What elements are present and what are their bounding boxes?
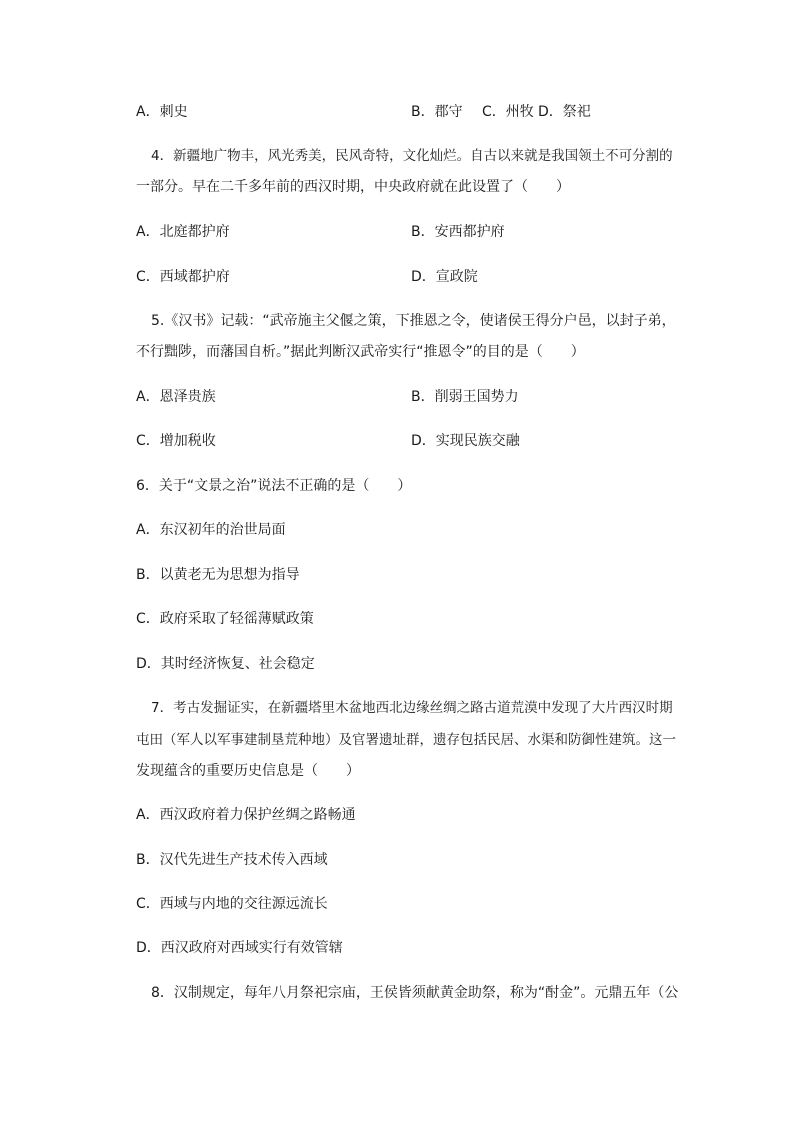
q6-option-a: A．东汉初年的治世局面 (136, 522, 286, 538)
q5-option-c: C．增加税收 (136, 433, 216, 449)
q6-option-d: D．其时经济恢复、社会稳定 (136, 656, 315, 672)
q6-stem: 6．关于“文景之治”说法不正确的是（ ） (136, 478, 412, 494)
q3-option-d: D．祭祀 (538, 104, 591, 120)
q5-option-d: D．实现民族交融 (411, 433, 520, 449)
q3-option-a: A．刺史 (136, 104, 188, 120)
q4-option-d: D．宣政院 (411, 269, 478, 285)
q4-stem-line-2: 一部分。早在二千多年前的西汉时期，中央政府就在此设置了（ ） (136, 179, 570, 195)
q7-stem-line-2: 屯田（军人以军事建制垦荒种地）及官署遗址群，遗存包括民居、水渠和防御性建筑。这一 (136, 732, 676, 748)
q7-option-b: B．汉代先进生产技术传入西域 (136, 852, 328, 868)
q6-option-b: B．以黄老无为思想为指导 (136, 567, 300, 583)
q7-stem-line-1: 7．考古发掘证实，在新疆塔里木盆地西北边缘丝绸之路古道荒漠中发现了大片西汉时期 (151, 700, 673, 716)
q4-option-b: B．安西都护府 (411, 224, 505, 240)
q4-option-a: A．北庭都护府 (136, 224, 230, 240)
q7-stem-line-3: 发现蕴含的重要历史信息是（ ） (136, 763, 360, 779)
q3-option-c: C．州牧 (482, 104, 534, 120)
q5-option-b: B．削弱王国势力 (411, 389, 519, 405)
q5-option-a: A．恩泽贵族 (136, 389, 216, 405)
q5-stem-line-2: 不行黜陟，而藩国自析。”据此判断汉武帝实行“推恩令”的目的是（ ） (136, 344, 585, 360)
q7-option-a: A．西汉政府着力保护丝绸之路畅通 (136, 807, 356, 823)
q8-stem-line-1: 8．汉制规定，每年八月祭祀宗庙，王侯皆须献黄金助祭，称为“酎金”。元鼎五年（公 (151, 985, 679, 1001)
q6-option-c: C．政府采取了轻徭薄赋政策 (136, 611, 314, 627)
q4-stem-line-1: 4．新疆地广物丰，风光秀美，民风奇特，文化灿烂。自古以来就是我国领土不可分割的 (151, 148, 673, 164)
q7-option-d: D．西汉政府对西域实行有效管辖 (136, 940, 343, 956)
q3-option-b: B．郡守 (411, 104, 463, 120)
q7-option-c: C．西域与内地的交往源远流长 (136, 896, 328, 912)
q5-stem-line-1: 5.《汉书》记载：“武帝施主父偃之策，下推恩之令，使诸侯王得分户邑，以封子弟， (151, 313, 676, 329)
q4-option-c: C．西域都护府 (136, 269, 230, 285)
